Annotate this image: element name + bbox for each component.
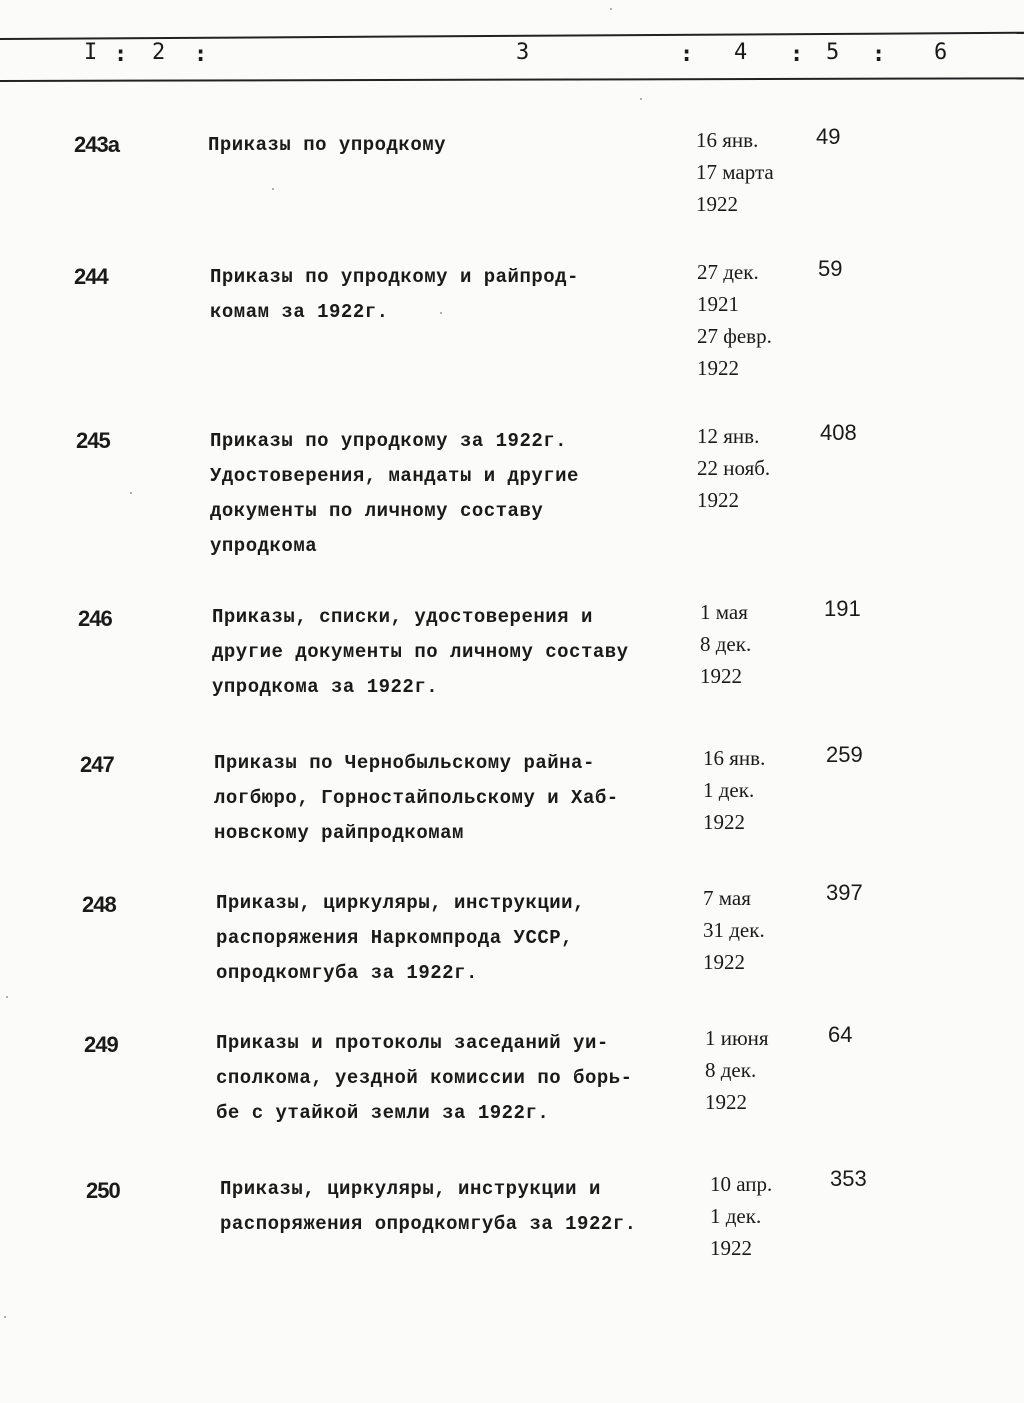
file-number: 249 — [84, 1032, 118, 1057]
sheet-count: 64 — [828, 1022, 853, 1047]
description-line: Приказы и протоколы заседаний уи- — [216, 1032, 609, 1054]
date-line: 1922 — [700, 664, 742, 688]
file-description — [212, 600, 629, 705]
scan-speck — [640, 98, 642, 100]
column-separator: : — [114, 42, 128, 67]
file-description — [220, 1172, 637, 1242]
file-number: 247 — [80, 752, 114, 777]
description-line: упродкома за 1922г. — [212, 676, 439, 698]
description-line: Приказы по упродкому за 1922г. — [210, 430, 568, 452]
description-line: новскому райпродкомам — [214, 822, 464, 844]
scan-speck — [440, 312, 442, 314]
date-line: 12 янв. — [697, 424, 760, 448]
date-line: 22 нояб. — [697, 456, 771, 480]
scan-speck — [6, 996, 8, 998]
column-separator: : — [680, 42, 694, 67]
date-line: 17 марта — [696, 160, 774, 184]
file-number: 244 — [74, 264, 108, 289]
date-line: 8 дек. — [705, 1058, 757, 1082]
description-line: Приказы, циркуляры, инструкции и — [220, 1178, 601, 1200]
file-dates — [710, 1168, 772, 1264]
date-line: 1 июня — [705, 1026, 769, 1050]
date-line: 1 дек. — [703, 778, 755, 802]
description-line: комам за 1922г. — [210, 301, 389, 323]
scan-speck — [610, 8, 612, 10]
description-line: документы по личному составу — [210, 500, 544, 522]
file-description — [216, 886, 585, 991]
description-line: Приказы, циркуляры, инструкции, — [216, 892, 585, 914]
description-line: распоряжения Наркомпрода УССР, — [216, 927, 574, 949]
header-rule-bottom — [0, 77, 1024, 82]
sheet-count: 397 — [826, 880, 863, 905]
sheet-count: 259 — [826, 742, 863, 767]
file-number: 250 — [86, 1178, 120, 1203]
column-separator: : — [194, 42, 208, 67]
file-dates — [697, 420, 770, 516]
description-line: упродкома — [210, 535, 318, 557]
file-dates — [696, 124, 774, 220]
date-line: 1922 — [697, 488, 739, 512]
file-dates — [700, 596, 751, 692]
date-line: 16 янв. — [703, 746, 766, 770]
description-line: Удостоверения, мандаты и другие — [210, 465, 579, 487]
date-line: 1 дек. — [710, 1204, 762, 1228]
description-line: Приказы по упродкому и райпрод- — [210, 266, 579, 288]
description-line: Приказы по Чернобыльскому райна- — [214, 752, 595, 774]
description-line: Приказы по упродкому — [208, 134, 447, 156]
file-description — [214, 746, 619, 851]
sheet-count: 353 — [830, 1166, 867, 1191]
column-header-2: 2 — [152, 40, 167, 65]
sheet-count: 408 — [820, 420, 857, 445]
description-line: сполкома, уездной комиссии по борь- — [216, 1067, 633, 1089]
date-line: 8 дек. — [700, 632, 752, 656]
description-line: бе с утайкой земли за 1922г. — [216, 1102, 550, 1124]
column-header-5: 5 — [826, 40, 841, 65]
file-number: 248 — [82, 892, 116, 917]
date-line: 1922 — [703, 950, 745, 974]
description-line: Приказы, списки, удостоверения и — [212, 606, 593, 628]
column-separator: : — [790, 42, 804, 67]
file-description — [210, 424, 579, 564]
date-line: 31 дек. — [703, 918, 765, 942]
file-dates — [705, 1022, 769, 1118]
file-description — [208, 128, 446, 163]
date-line: 1922 — [705, 1090, 747, 1114]
date-line: 10 апр. — [710, 1172, 773, 1196]
date-line: 1922 — [696, 192, 738, 216]
date-line: 7 мая — [703, 886, 751, 910]
file-dates — [703, 882, 765, 978]
column-separator: : — [872, 42, 886, 67]
file-number: 245 — [76, 428, 110, 453]
scan-speck — [272, 188, 274, 190]
description-line: другие документы по личному составу — [212, 641, 629, 663]
file-description — [216, 1026, 633, 1131]
description-line: распоряжения опродкомгуба за 1922г. — [220, 1213, 637, 1235]
file-number: 246 — [78, 606, 112, 631]
column-header-6: 6 — [934, 40, 949, 65]
date-line: 1922 — [697, 356, 739, 380]
date-line: 1 мая — [700, 600, 748, 624]
date-line: 1922 — [703, 810, 745, 834]
description-line: логбюро, Горностайпольскому и Хаб- — [214, 787, 619, 809]
sheet-count: 59 — [818, 256, 843, 281]
file-dates — [703, 742, 765, 838]
file-description — [210, 260, 579, 330]
column-header-1: I — [84, 40, 99, 65]
sheet-count: 191 — [824, 596, 861, 621]
column-header-3: 3 — [516, 40, 531, 65]
description-line: опродкомгуба за 1922г. — [216, 962, 478, 984]
header-rule-top — [0, 32, 1024, 40]
scan-speck — [4, 1316, 6, 1318]
column-header-4: 4 — [734, 40, 749, 65]
date-line: 27 февр. — [697, 324, 772, 348]
sheet-count: 49 — [816, 124, 841, 149]
date-line: 27 дек. — [697, 260, 759, 284]
file-dates — [697, 256, 772, 384]
scan-speck — [130, 492, 132, 494]
file-number: 243а — [74, 132, 119, 157]
date-line: 1921 — [697, 292, 739, 316]
date-line: 1922 — [710, 1236, 752, 1260]
date-line: 16 янв. — [696, 128, 759, 152]
